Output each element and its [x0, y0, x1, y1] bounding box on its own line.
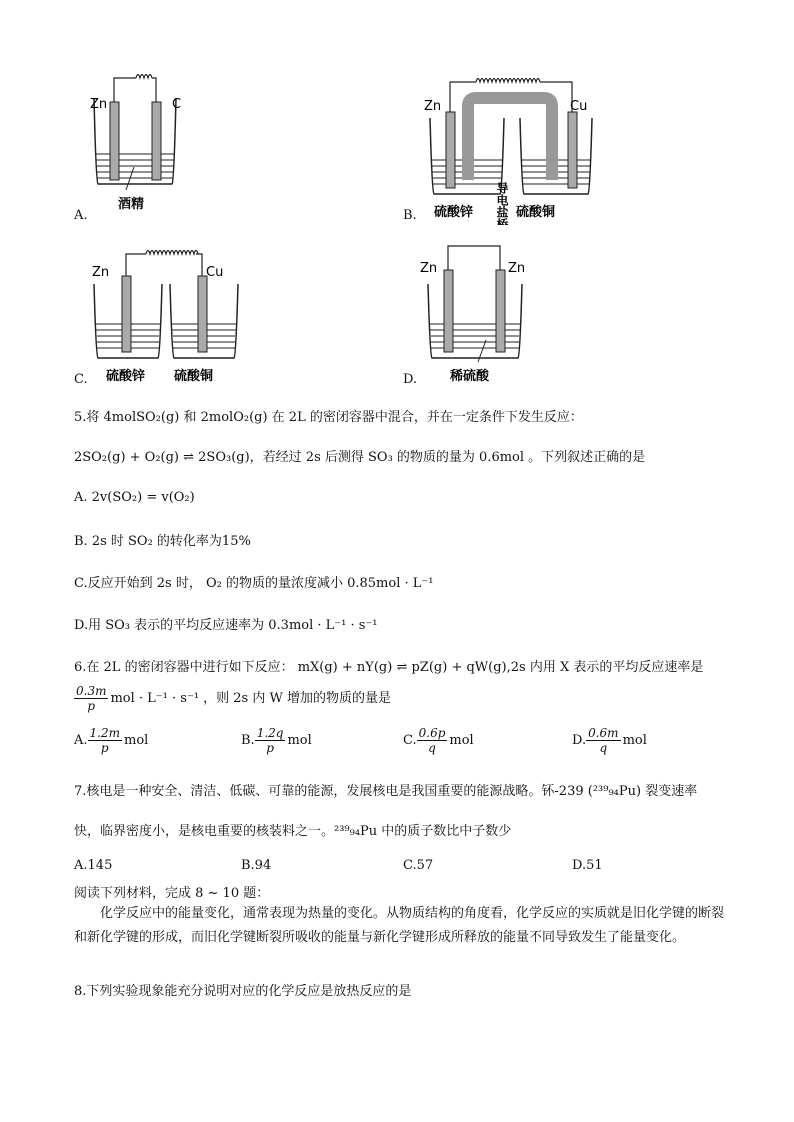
- figure-d-right-electrode-label: Zn: [508, 261, 526, 276]
- q6-option-a: [74, 726, 148, 755]
- figure-a-right-electrode-label: C: [172, 97, 182, 112]
- q6-option-b-num: 1.2q: [256, 726, 284, 740]
- figure-d: [414, 240, 554, 390]
- figure-b-bridge-label: 导电盐桥: [495, 182, 509, 225]
- q7-option-a: A.145: [74, 858, 113, 873]
- q6-option-b: [241, 726, 312, 755]
- figure-d-left-electrode-label: Zn: [420, 261, 438, 276]
- q6-option-a-num: 1.2m: [89, 726, 120, 740]
- q7-option-d: D.51: [572, 858, 603, 873]
- q6-option-d-num: 0.6m: [588, 726, 619, 740]
- q7-option-b: B.94: [241, 858, 272, 873]
- q5-stem-line1: 5.将 4molSO₂(g) 和 2molO₂(g) 在 2L 的密闭容器中混合，并在一定条件下发生反应：: [74, 410, 583, 425]
- q6-option-a-unit: mol: [124, 733, 149, 748]
- figure-a-solution-label: 酒精: [118, 197, 145, 212]
- q6-option-c: [403, 726, 474, 755]
- q6-rate-denominator: p: [87, 699, 96, 713]
- q6-stem-line2: [74, 684, 391, 713]
- figure-b-right-solution-label: 硫酸铜: [516, 205, 556, 220]
- q6-option-b-unit: mol: [287, 733, 312, 748]
- galvanic-cell-a-diagram: [74, 72, 214, 222]
- figure-c: [86, 240, 256, 390]
- q5-option-d: D.用 SO₃ 表示的平均反应速率为 0.3mol · L⁻¹ · s⁻¹: [74, 618, 378, 633]
- figure-c-left-electrode-label: Zn: [92, 265, 110, 280]
- q6-option-b-label: B.: [241, 733, 255, 748]
- q5-option-a: A. 2v(SO₂) = v(O₂): [74, 490, 195, 505]
- q8-stem: 8.下列实验现象能充分说明对应的化学反应是放热反应的是: [74, 984, 412, 999]
- q6-option-b-den: p: [266, 741, 274, 755]
- reading-paragraph: 化学反应中的能量变化，通常表现为热量的变化。从物质结构的角度看，化学反应的实质就是旧化学键的断裂和新化学键的形成，而旧化学键断裂所吸收的能量与新化学键形成所释放的能量不同导致发生了能量变化。: [74, 906, 725, 945]
- q5-option-c: C.反应开始到 2s 时， O₂ 的物质的量浓度减小 0.85mol · L⁻¹: [74, 576, 434, 591]
- figure-c-right-electrode-label: Cu: [206, 265, 224, 280]
- q7-option-c: C.57: [403, 858, 434, 873]
- q6-option-a-den: p: [100, 741, 109, 755]
- q6-rate-fraction: [74, 684, 108, 713]
- q6-stem-line2-text: mol · L⁻¹ · s⁻¹ ，则 2s 内 W 增加的物质的量是: [110, 691, 391, 706]
- q6-option-c-unit: mol: [449, 733, 474, 748]
- q6-option-b-fraction: [255, 726, 286, 755]
- q6-option-c-num: 0.6p: [418, 726, 446, 740]
- q5-option-b: B. 2s 时 SO₂ 的转化率为15%: [74, 534, 251, 549]
- figure-a-option: A.: [74, 208, 88, 223]
- figure-b: [420, 70, 600, 225]
- q6-option-d-label: D.: [572, 733, 587, 748]
- galvanic-cell-c-diagram: [86, 240, 256, 390]
- q6-option-d-unit: mol: [622, 733, 647, 748]
- galvanic-cell-d-diagram: [414, 240, 554, 390]
- galvanic-cell-b-diagram: [420, 70, 600, 225]
- figure-d-solution-label: 稀硫酸: [450, 369, 490, 384]
- figure-c-left-solution-label: 硫酸锌: [106, 369, 146, 384]
- q6-option-d-den: q: [599, 741, 608, 755]
- q6-option-c-fraction: [417, 726, 448, 755]
- q6-option-d-fraction: [586, 726, 620, 755]
- figure-b-left-electrode-label: Zn: [424, 99, 442, 114]
- q6-option-d: [572, 726, 647, 755]
- figure-c-option: C.: [74, 372, 88, 387]
- figure-b-option: B.: [403, 208, 417, 223]
- figure-d-option: D.: [403, 372, 418, 387]
- q6-option-a-fraction: [88, 726, 122, 755]
- q6-stem-line1: 6.在 2L 的密闭容器中进行如下反应： mX(g) + nY(g) ⇌ pZ(g) + qW(g),2s 内用 X 表示的平均反应速率是: [74, 660, 704, 675]
- figure-a: [74, 72, 214, 222]
- q5-stem-line2: 2SO₂(g) + O₂(g) ⇌ 2SO₃(g)，若经过 2s 后测得 SO₃ 的物质的量为 0.6mol 。下列叙述正确的是: [74, 450, 646, 465]
- q6-option-c-den: q: [428, 741, 436, 755]
- figure-c-right-solution-label: 硫酸铜: [174, 369, 214, 384]
- q6-option-a-label: A.: [74, 733, 88, 748]
- figure-b-right-electrode-label: Cu: [570, 99, 588, 114]
- reading-intro: 阅读下列材料，完成 8 ~ 10 题：: [74, 886, 270, 901]
- q6-option-c-label: C.: [403, 733, 417, 748]
- figure-b-left-solution-label: 硫酸锌: [434, 205, 474, 220]
- q6-rate-numerator: 0.3m: [76, 684, 107, 698]
- q7-stem-line2: 快，临界密度小，是核电重要的核装料之一。²³⁹₉₄Pu 中的质子数比中子数少: [74, 824, 512, 839]
- figure-a-left-electrode-label: Zn: [90, 97, 108, 112]
- q7-stem-line1: 7.核电是一种安全、清洁、低碳、可靠的能源，发展核电是我国重要的能源战略。钚-239 (²³⁹₉₄Pu) 裂变速率: [74, 784, 698, 799]
